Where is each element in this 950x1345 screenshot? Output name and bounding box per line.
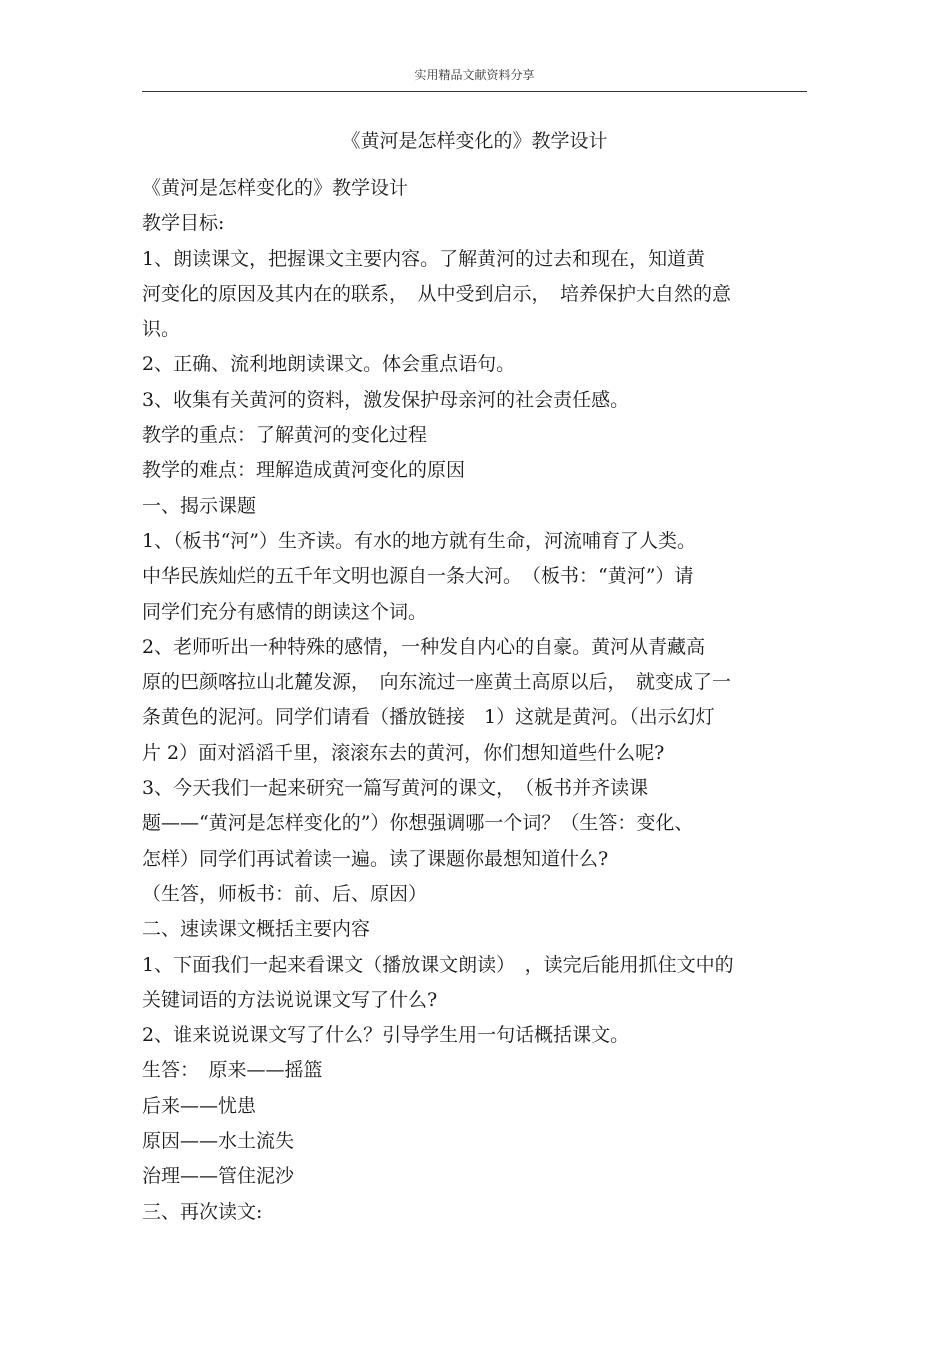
text-line: 三、再次读文: bbox=[142, 1200, 263, 1223]
text-line: 后来——忧患 bbox=[142, 1094, 257, 1117]
text-line: 同学们充分有感情的朗读这个词。 bbox=[142, 600, 428, 623]
text-line: 原的巴颜喀拉山北麓发源， 向东流过一座黄土高原以后， 就变成了一 bbox=[142, 671, 732, 694]
text-line: 2、老师听出一种特殊的感情，一种发自内心的自豪。黄河从青藏高 bbox=[142, 635, 706, 658]
text-line: 条黄色的泥河。同学们请看（播放链接 1）这就是黄河。（出示幻灯 bbox=[142, 706, 715, 729]
text-line: 1、朗读课文，把握课文主要内容。了解黄河的过去和现在，知道黄 bbox=[142, 247, 706, 270]
text-line: 识。 bbox=[142, 318, 181, 341]
header-rule bbox=[142, 91, 807, 92]
text-line: 生答： 原来——摇篮 bbox=[142, 1059, 323, 1082]
text-line: 教学的重点：了解黄河的变化过程 bbox=[142, 424, 428, 447]
document-title: 《黄河是怎样变化的》教学设计 bbox=[341, 130, 608, 152]
text-line: 关键词语的方法说说课文写了什么? bbox=[142, 988, 438, 1011]
text-line: 原因——水土流失 bbox=[142, 1130, 295, 1153]
text-line: 1、（板书“河”）生齐读。有水的地方就有生命，河流哺育了人类。 bbox=[142, 529, 697, 552]
text-line: 3、收集有关黄河的资料，激发保护母亲河的社会责任感。 bbox=[142, 388, 630, 411]
text-line: （生答，师板书：前、后、原因） bbox=[142, 882, 428, 905]
document-body bbox=[142, 171, 812, 1230]
text-line: 1、下面我们一起来看课文（播放课文朗读） ，读完后能用抓住文中的 bbox=[142, 953, 734, 976]
text-line: 治理——管住泥沙 bbox=[142, 1165, 295, 1188]
text-line: 怎样）同学们再试着读一遍。读了课题你最想知道什么? bbox=[142, 847, 609, 870]
text-line: 河变化的原因及其内在的联系， 从中受到启示， 培养保护大自然的意 bbox=[142, 282, 732, 305]
text-line: 题——“黄河是怎样变化的”）你想强调哪一个词？（生答：变化、 bbox=[142, 812, 694, 835]
text-line: 3、今天我们一起来研究一篇写黄河的课文， （板书并齐读课 bbox=[142, 777, 649, 800]
text-line: 2、谁来说说课文写了什么？引导学生用一句话概括课文。 bbox=[142, 1024, 630, 1047]
text-line: 教学的难点：理解造成黄河变化的原因 bbox=[142, 459, 466, 482]
text-line: 二、速读课文概括主要内容 bbox=[142, 918, 371, 941]
text-line: 《黄河是怎样变化的》教学设计 bbox=[142, 177, 409, 199]
page-header: 实用精品文献资料分享 bbox=[414, 68, 535, 82]
text-line: 中华民族灿烂的五千年文明也源自一条大河。 （板书：“黄河”）请 bbox=[142, 565, 694, 588]
text-line: 片 2）面对滔滔千里，滚滚东去的黄河，你们想知道些什么呢? bbox=[142, 741, 665, 764]
text-line: 一、揭示课题 bbox=[142, 494, 257, 517]
text-line: 教学目标: bbox=[142, 212, 225, 235]
text-line: 2、正确、流利地朗读课文。体会重点语句。 bbox=[142, 353, 516, 376]
